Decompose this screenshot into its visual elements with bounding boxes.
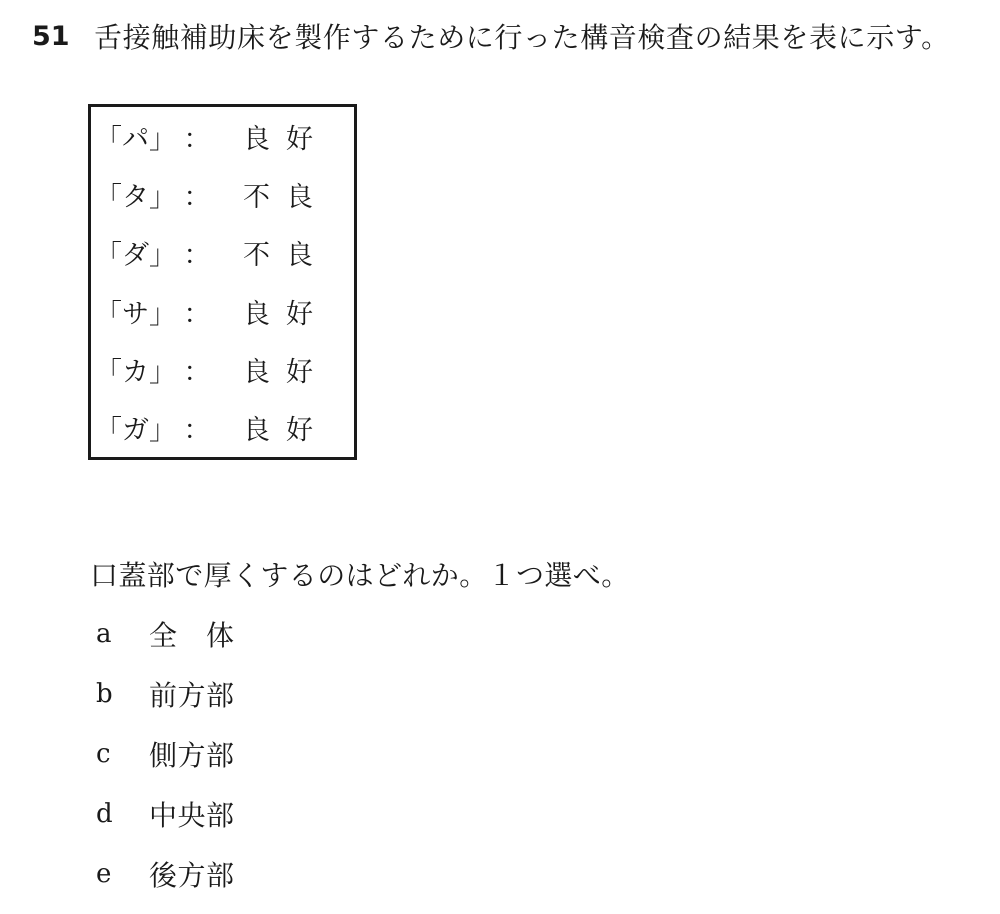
- sound-cell: 「ダ」: [95, 240, 176, 272]
- separator-cell: ：: [183, 298, 211, 330]
- sound-cell: 「ガ」: [95, 415, 176, 447]
- answer-option-e[interactable]: [96, 844, 235, 904]
- answer-options: [96, 604, 235, 904]
- separator-cell: ：: [183, 181, 211, 213]
- table-row: [90, 282, 356, 340]
- question-prompt: 口蓋部で厚くするのはどれか。１つ選べ。: [90, 559, 630, 592]
- question-number: 51: [32, 20, 70, 52]
- question-header: [32, 14, 950, 58]
- sound-cell: 「タ」: [95, 181, 176, 213]
- result-cell: 良好: [243, 298, 329, 330]
- option-letter: e: [96, 859, 112, 889]
- option-letter: a: [96, 619, 112, 649]
- table-row: [90, 165, 356, 223]
- option-letter: b: [96, 679, 113, 709]
- option-letter: c: [96, 739, 111, 769]
- table-row: [90, 340, 356, 398]
- result-cell: 不良: [243, 240, 329, 272]
- result-cell: 良好: [243, 356, 329, 388]
- sound-cell: 「パ」: [95, 123, 176, 155]
- option-text: 側方部: [149, 739, 235, 772]
- separator-cell: ：: [183, 415, 211, 447]
- table-row: [90, 399, 356, 459]
- table-row: [90, 224, 356, 282]
- table-row: [90, 106, 356, 166]
- option-text: 全 体: [149, 619, 235, 652]
- option-text: 前方部: [149, 679, 235, 712]
- question-stem: 舌接触補助床を製作するために行った構音検査の結果を表に示す。: [94, 21, 950, 54]
- sound-cell: 「サ」: [95, 298, 176, 330]
- answer-option-a[interactable]: [96, 604, 235, 664]
- answer-option-c[interactable]: [96, 724, 235, 784]
- answer-option-d[interactable]: [96, 784, 235, 844]
- articulation-test-result-table: [88, 104, 357, 460]
- option-letter: d: [96, 799, 113, 829]
- separator-cell: ：: [183, 123, 211, 155]
- result-cell: 良好: [243, 123, 329, 155]
- result-cell: 良好: [243, 415, 329, 447]
- result-cell: 不良: [243, 181, 329, 213]
- answer-option-b[interactable]: [96, 664, 235, 724]
- separator-cell: ：: [183, 240, 211, 272]
- separator-cell: ：: [183, 356, 211, 388]
- option-text: 後方部: [149, 859, 235, 892]
- option-text: 中央部: [149, 799, 235, 832]
- sound-cell: 「カ」: [95, 356, 176, 388]
